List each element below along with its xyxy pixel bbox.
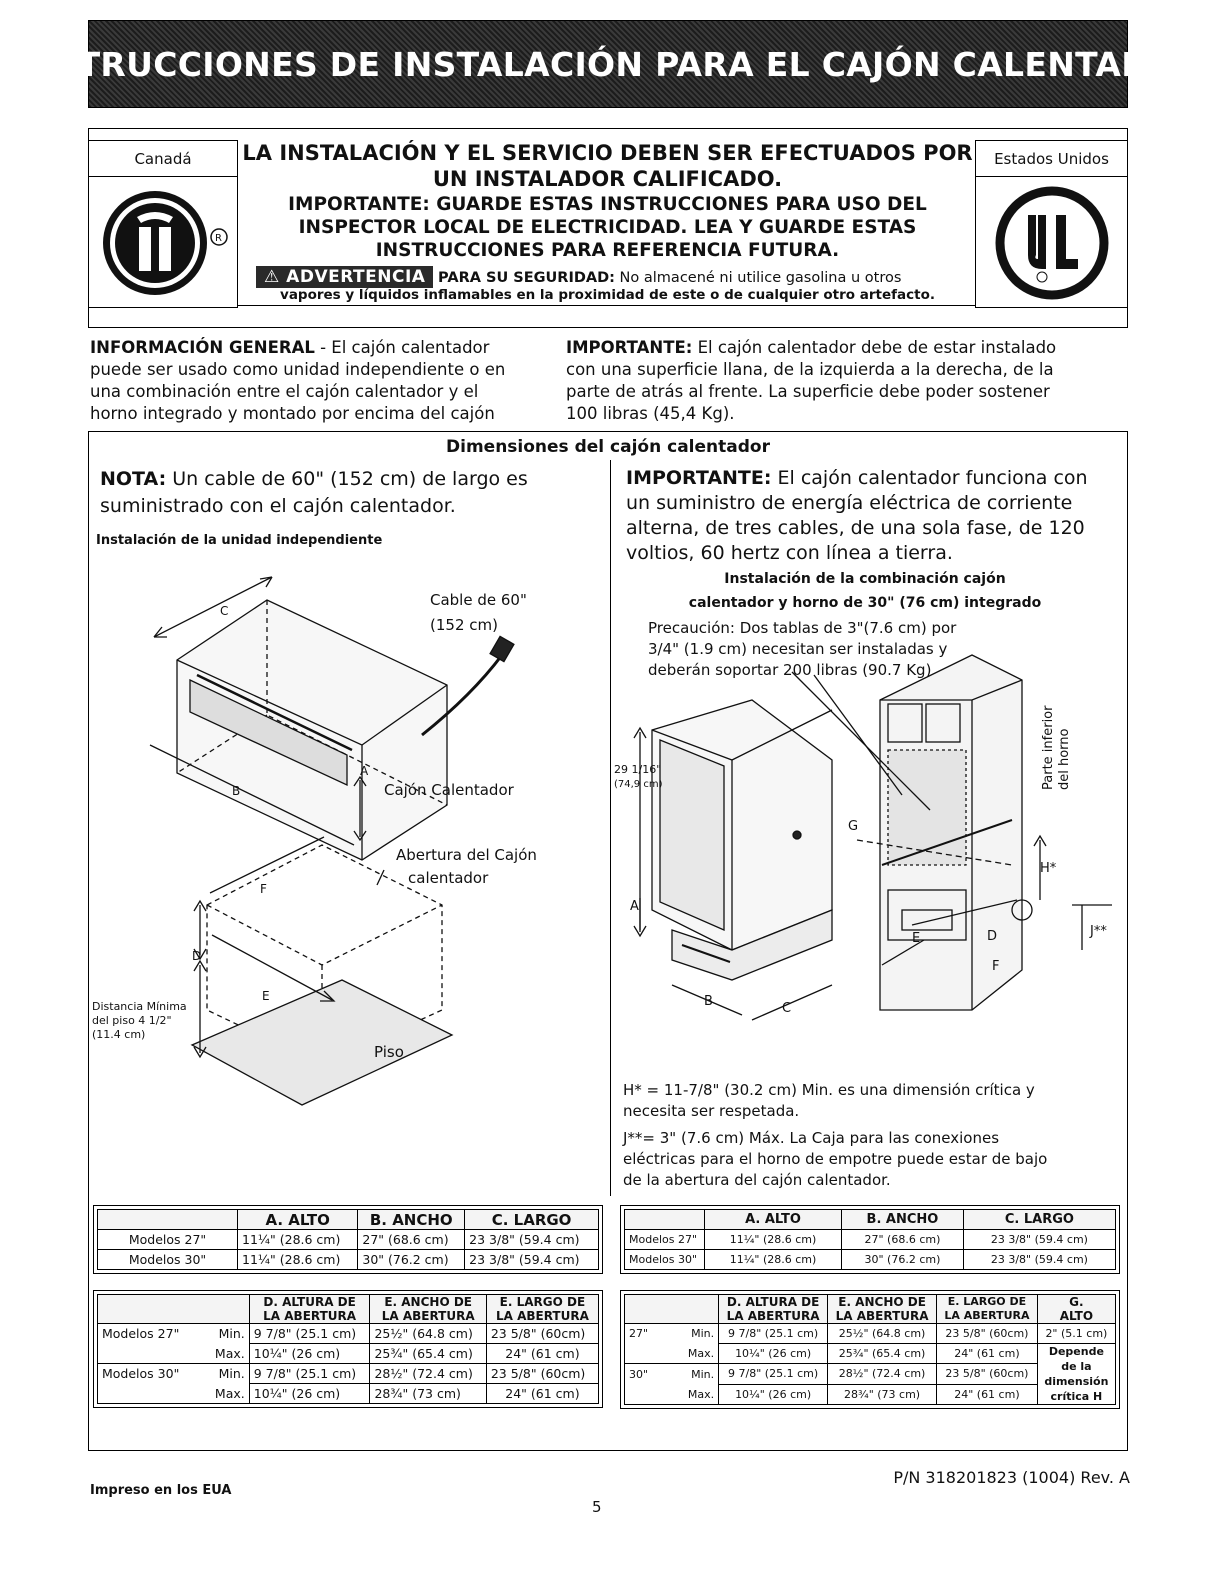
j-note-1: J**= 3" (7.6 cm) Máx. La Caja para las conexiones <box>623 1129 1000 1147</box>
cell: 24" (61 cm) <box>937 1344 1038 1364</box>
g-note-1: Depende <box>1048 1345 1104 1358</box>
table-row <box>98 1364 599 1384</box>
h-note-2: necesita ser respetada. <box>623 1102 800 1120</box>
warning-badge <box>256 266 433 288</box>
important-notice <box>240 193 975 262</box>
general-info-text2: puede ser usado como unidad independiente o en <box>90 360 506 379</box>
cell: 23 3/8" (59.4 cm) <box>963 1250 1115 1270</box>
dim-f-label: F <box>260 882 267 896</box>
svg-text:R: R <box>215 233 222 244</box>
r-dim-h: H* <box>1040 861 1057 876</box>
table-openings-left <box>93 1290 603 1408</box>
r-dim-d: D <box>987 929 998 944</box>
power-note-text3: alterna, de tres cables, de una sola fase, de 120 <box>626 517 1085 539</box>
cell: 30" <box>625 1364 667 1384</box>
power-note-text1: El cajón calentador funciona con <box>771 467 1088 489</box>
table-header-row <box>625 1295 1116 1324</box>
cell: 9 7/8" (25.1 cm) <box>719 1364 828 1384</box>
header-cell: D. ALTURA DE <box>263 1295 356 1309</box>
opening-label-2: calentador <box>408 869 489 887</box>
cell: Max. <box>202 1344 249 1364</box>
ul-logo-icon <box>976 177 1127 307</box>
cell: Min. <box>666 1364 718 1384</box>
cell: 9 7/8" (25.1 cm) <box>249 1324 370 1344</box>
general-info <box>90 337 550 425</box>
table-header-row <box>625 1210 1116 1230</box>
dim-a-label: A <box>360 764 369 778</box>
general-info-text4: horno integrado y montado por encima del cajón <box>90 404 495 423</box>
cell: 23 5/8" (60cm) <box>937 1364 1038 1384</box>
cell: Max. <box>666 1344 718 1364</box>
banner-title: INSTRUCCIONES DE INSTALACIÓN PARA EL CAJÓN CALENTADOR <box>13 44 1203 84</box>
table-dimensions-right <box>620 1205 1120 1274</box>
col-largo: C. LARGO <box>963 1210 1115 1230</box>
header-cell: LA ABERTURA <box>944 1309 1030 1322</box>
cell: 23 5/8" (60cm) <box>486 1364 598 1384</box>
r-dim-j: J** <box>1090 924 1107 939</box>
cell: Modelos 27" <box>625 1230 705 1250</box>
cell: 25½" (64.8 cm) <box>370 1324 486 1344</box>
warning-text2: vapores y líquidos inflamables en la proximidad de este o de cualquier otro artefacto. <box>280 287 935 303</box>
cable-label-1: Cable de 60" <box>430 591 527 609</box>
general-info-text1: - El cajón calentador <box>314 338 490 357</box>
table-row <box>98 1324 599 1344</box>
critical-notes <box>623 1080 1113 1191</box>
warning-label: ADVERTENCIA <box>286 267 426 287</box>
cell: Min. <box>202 1364 249 1384</box>
page-number: 5 <box>592 1498 602 1516</box>
header-cell: E. LARGO DE <box>947 1295 1027 1308</box>
cable-note <box>100 466 600 520</box>
cell: 10¼" (26 cm) <box>249 1384 370 1404</box>
cell <box>625 1344 667 1364</box>
dimensions-title: Dimensiones del cajón calentador <box>446 437 770 457</box>
important-surface-lead: IMPORTANTE: <box>566 338 693 357</box>
oven-height-1: 29 1/16" <box>614 763 662 776</box>
important-surface-text2: con una superficie llana, de la izquierda a la derecha, de la <box>566 360 1054 379</box>
cell: 23 5/8" (60cm) <box>937 1324 1038 1344</box>
installer-notice <box>240 140 975 192</box>
important-surface-text3: parte de atrás al frente. La superficie debe poder sostener <box>566 382 1050 401</box>
g-note-2: de la <box>1061 1360 1092 1373</box>
combo-title-line1: Instalación de la combinación cajón <box>724 571 1006 587</box>
cell: 10¼" (26 cm) <box>249 1344 370 1364</box>
table-header-row <box>98 1210 599 1230</box>
r-dim-a: A <box>630 899 639 914</box>
warning-text1: No almacené ni utilice gasolina u otros <box>614 270 902 286</box>
cell: 30" (76.2 cm) <box>358 1250 465 1270</box>
j-note-2: eléctricas para el horno de empotre puede estar de bajo <box>623 1150 1048 1168</box>
cell: 10¼" (26 cm) <box>719 1344 828 1364</box>
cell: 11¼" (28.6 cm) <box>238 1230 358 1250</box>
floor-label: Piso <box>374 1043 404 1061</box>
cell: Modelos 30" <box>98 1364 203 1384</box>
table-row <box>98 1344 599 1364</box>
cell: Min. <box>666 1324 718 1344</box>
cell: 10¼" (26 cm) <box>719 1384 828 1404</box>
header-cell: LA ABERTURA <box>726 1309 820 1323</box>
cell: Max. <box>202 1384 249 1404</box>
cell: 11¼" (28.6 cm) <box>705 1230 842 1250</box>
cell: 9 7/8" (25.1 cm) <box>249 1364 370 1384</box>
caution-line3: deberán soportar 200 libras (90.7 Kg) <box>648 661 932 679</box>
cell: 23 5/8" (60cm) <box>486 1324 598 1344</box>
table-row <box>625 1250 1116 1270</box>
cell: 27" <box>625 1324 667 1344</box>
warning-lead: PARA SU SEGURIDAD: <box>438 270 615 286</box>
cell: Max. <box>666 1384 718 1404</box>
important-surface-text1: El cajón calentador debe de estar instalado <box>692 338 1057 357</box>
g-note-cell <box>1037 1344 1115 1405</box>
page-banner <box>13 20 1203 108</box>
cell: 24" (61 cm) <box>937 1384 1038 1404</box>
dim-e-label: E <box>262 989 270 1003</box>
cell: Modelos 30" <box>98 1250 238 1270</box>
min-distance-2: del piso 4 1/2" <box>92 1014 172 1027</box>
header-cell: E. ANCHO DE <box>838 1295 926 1309</box>
printed-in: Impreso en los EUA <box>90 1483 232 1498</box>
col-largo: C. LARGO <box>465 1210 599 1230</box>
header-cell: ALTO <box>1059 1309 1094 1323</box>
part-number: P/N 318201823 (1004) Rev. A <box>893 1468 1130 1487</box>
r-dim-c: C <box>782 1001 792 1016</box>
installer-line1: LA INSTALACIÓN Y EL SERVICIO DEBEN SER EFECTUADOS POR <box>242 141 973 165</box>
drawer-label: Cajón Calentador <box>384 781 514 799</box>
cell: 9 7/8" (25.1 cm) <box>719 1324 828 1344</box>
col-alto: A. ALTO <box>705 1210 842 1230</box>
h-note-1: H* = 11-7/8" (30.2 cm) Min. es una dimensión crítica y <box>623 1081 1035 1099</box>
header-cell: G. <box>1069 1295 1084 1309</box>
oven-bottom-2: del horno <box>1057 728 1072 790</box>
oven-bottom-1: Parte inferior <box>1041 705 1056 790</box>
combo-title-line2: calentador y horno de 30" (76 cm) integrado <box>688 595 1042 611</box>
power-note-text4: voltios, 60 hertz con línea a tierra. <box>626 542 953 564</box>
g-note-4: crítica H <box>1050 1390 1103 1403</box>
cell: 28¾" (73 cm) <box>828 1384 937 1404</box>
independent-install-diagram <box>92 555 602 1115</box>
warning-triangle-icon: ⚠ <box>264 267 280 287</box>
cell: 27" (68.6 cm) <box>842 1230 964 1250</box>
cell: Modelos 27" <box>98 1230 238 1250</box>
table-dimensions-left <box>93 1205 603 1274</box>
table-row <box>625 1230 1116 1250</box>
header-divider <box>88 305 1128 306</box>
cell: Modelos 27" <box>98 1324 203 1344</box>
csa-cert-label: Canadá <box>89 141 237 177</box>
cell: 23 3/8" (59.4 cm) <box>465 1230 599 1250</box>
oven-height-2: (74,9 cm) <box>614 779 663 790</box>
g-note-3: dimensión <box>1044 1375 1109 1388</box>
important-surface <box>566 337 1126 425</box>
cell <box>98 1344 203 1364</box>
combo-title <box>620 567 1110 615</box>
header-cell: LA ABERTURA <box>835 1309 929 1323</box>
ul-cert-label: Estados Unidos <box>976 141 1127 177</box>
cell: Modelos 30" <box>625 1250 705 1270</box>
cell: 28½" (72.4 cm) <box>370 1364 486 1384</box>
dim-d-label: D <box>192 949 202 963</box>
r-dim-f: F <box>992 959 1000 974</box>
cell: 28¾" (73 cm) <box>370 1384 486 1404</box>
caution-line2: 3/4" (1.9 cm) necesitan ser instaladas y <box>648 640 948 658</box>
table-row <box>625 1324 1116 1344</box>
col-alto: A. ALTO <box>238 1210 358 1230</box>
cell <box>625 1384 667 1404</box>
csa-cert-box <box>88 140 238 308</box>
dim-b-label: B <box>232 784 241 798</box>
cell: 28½" (72.4 cm) <box>828 1364 937 1384</box>
cell: 25½" (64.8 cm) <box>828 1324 937 1344</box>
important-line3: IMPORTANTE: GUARDE ESTAS INSTRUCCIONES PARA USO DEL <box>288 194 927 215</box>
cable-note-text2: suministrado con el cajón calentador. <box>100 495 456 517</box>
cell: 24" (61 cm) <box>486 1384 598 1404</box>
power-note <box>626 466 1116 566</box>
ul-cert-box <box>975 140 1128 308</box>
cell: Min. <box>202 1324 249 1344</box>
table-row <box>625 1344 1116 1364</box>
dim-c-label: C <box>220 604 229 618</box>
g-value-cell: 2" (5.1 cm) <box>1037 1324 1115 1344</box>
r-dim-g: G <box>848 819 859 834</box>
cable-label-2: (152 cm) <box>430 616 498 634</box>
cell: 23 3/8" (59.4 cm) <box>465 1250 599 1270</box>
cable-note-text1: Un cable de 60" (152 cm) de largo es <box>166 468 528 490</box>
cell <box>98 1384 203 1404</box>
header-cell: D. ALTURA DE <box>726 1295 820 1309</box>
important-surface-text4: 100 libras (45,4 Kg). <box>566 404 735 423</box>
installer-line2: UN INSTALADOR CALIFICADO. <box>432 167 783 191</box>
min-distance-3: (11.4 cm) <box>92 1028 146 1041</box>
csa-logo-icon <box>89 177 237 307</box>
header-cell: LA ABERTURA <box>495 1309 589 1323</box>
table-header-row <box>98 1295 599 1324</box>
table-row <box>98 1230 599 1250</box>
power-note-text2: un suministro de energía eléctrica de corriente <box>626 492 1073 514</box>
center-divider <box>610 460 611 1196</box>
independent-title: Instalación de la unidad independiente <box>96 533 383 548</box>
col-ancho: B. ANCHO <box>842 1210 964 1230</box>
combo-install-diagram <box>612 640 1122 1075</box>
j-note-3: de la abertura del cajón calentador. <box>623 1171 891 1189</box>
opening-label-1: Abertura del Cajón <box>396 846 537 864</box>
general-info-text3: una combinación entre el cajón calentador y el <box>90 382 479 401</box>
table-row <box>98 1250 599 1270</box>
cell: 11¼" (28.6 cm) <box>705 1250 842 1270</box>
cell: 27" (68.6 cm) <box>358 1230 465 1250</box>
header-cell: LA ABERTURA <box>263 1309 357 1323</box>
header-cell: LA ABERTURA <box>381 1309 475 1323</box>
min-distance-1: Distancia Mínima <box>92 1000 187 1013</box>
header-cell: E. LARGO DE <box>499 1295 586 1309</box>
cell: 24" (61 cm) <box>486 1344 598 1364</box>
table-row <box>98 1384 599 1404</box>
power-note-lead: IMPORTANTE: <box>626 467 772 489</box>
cable-note-lead: NOTA: <box>100 468 167 490</box>
col-ancho: B. ANCHO <box>358 1210 465 1230</box>
important-line4: INSPECTOR LOCAL DE ELECTRICIDAD. LEA Y GUARDE ESTAS <box>298 217 917 238</box>
r-dim-e: E <box>912 931 921 946</box>
table-openings-right <box>620 1290 1120 1409</box>
cell: 25¾" (65.4 cm) <box>828 1344 937 1364</box>
caution-line1: Precaución: Dos tablas de 3"(7.6 cm) por <box>648 619 957 637</box>
r-dim-b: B <box>704 994 713 1009</box>
general-info-lead: INFORMACIÓN GENERAL <box>90 338 315 357</box>
cell: 30" (76.2 cm) <box>842 1250 964 1270</box>
cell: 11¼" (28.6 cm) <box>238 1250 358 1270</box>
header-cell: E. ANCHO DE <box>384 1295 472 1309</box>
cell: 23 3/8" (59.4 cm) <box>963 1230 1115 1250</box>
important-line5: INSTRUCCIONES PARA REFERENCIA FUTURA. <box>375 240 840 261</box>
cell: 25¾" (65.4 cm) <box>370 1344 486 1364</box>
warning-line <box>256 266 976 288</box>
